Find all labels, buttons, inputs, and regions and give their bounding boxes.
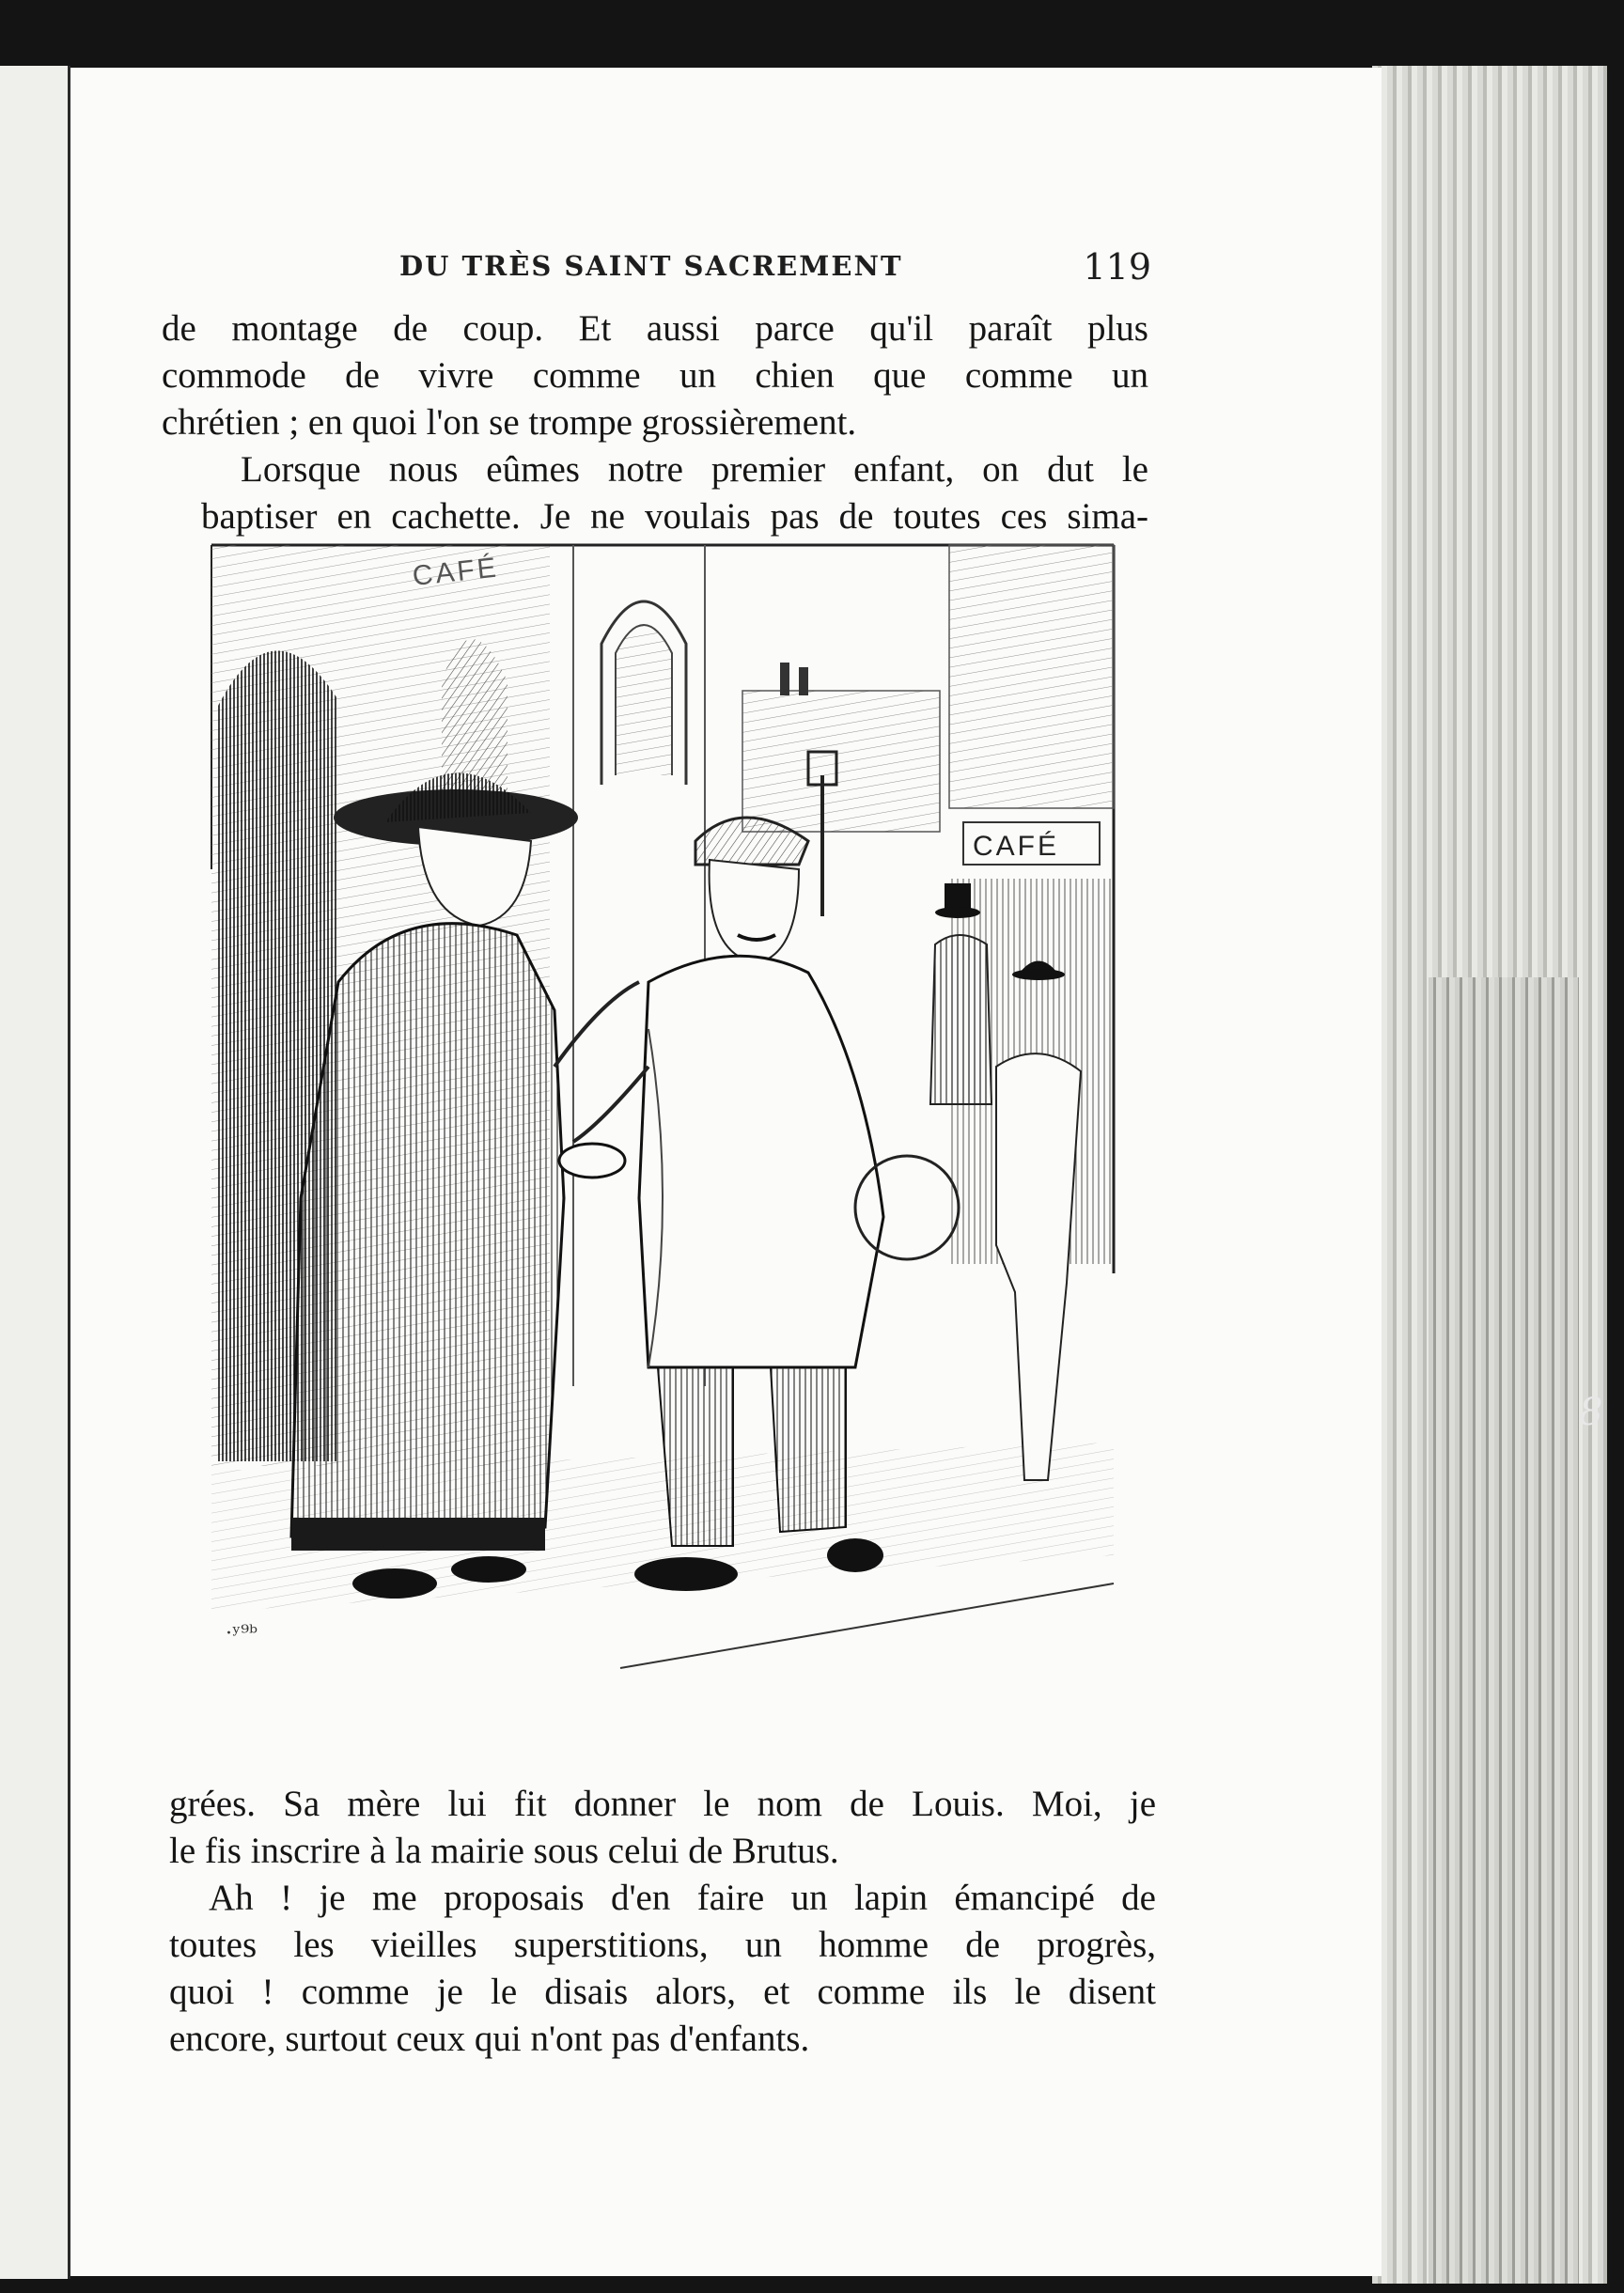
text-line: chrétien ; en quoi l'on se trompe grossièrement. (162, 402, 857, 443)
margin-mark: 8 (1579, 1391, 1603, 1434)
engraving-illustration (207, 540, 1123, 1677)
running-head-title: DU TRÈS SAINT SACREMENT (399, 250, 903, 282)
page-stack-edge-lower (1429, 977, 1579, 2284)
handshake (559, 1144, 625, 1178)
text-line: toutes les vieilles superstitions, un homme de progrès, (169, 1925, 1156, 1965)
text-line: Lorsque nous eûmes notre premier enfant, on dut le (241, 449, 1148, 490)
left-page-edge (0, 66, 70, 2279)
text-line: commode de vivre comme un chien que comme un (162, 355, 1148, 396)
running-head (399, 246, 1151, 293)
cafe-sign-text-upper: CAFÉ (411, 552, 501, 592)
text-line: baptiser en cachette. Je ne voulais pas de toutes ces sima- (201, 496, 1148, 537)
paragraph (169, 1875, 1156, 2063)
text-block-top (162, 305, 1148, 540)
text-line: le fis inscrire à la mairie sous celui de Brutus. (169, 1831, 839, 1871)
text-line: quoi ! comme je le disais alors, et comme ils le disent (169, 1972, 1156, 2012)
text-line: encore, surtout ceux qui n'ont pas d'enfants. (169, 2019, 810, 2059)
cafe-sign-text: CAFÉ (973, 831, 1060, 862)
text-line: grées. Sa mère lui fit donner le nom de Louis. Moi, je (169, 1784, 1156, 1824)
text-line: de montage de coup. Et aussi parce qu'il paraît plus (162, 308, 1148, 349)
artist-mark: ·ʸ⁹ᵇ (226, 1622, 258, 1646)
paragraph (162, 305, 1148, 446)
page-number: 119 (1083, 246, 1151, 288)
text-line: Ah ! je me proposais d'en faire un lapin émancipé de (209, 1878, 1156, 1918)
engraving-drawing (207, 540, 1123, 1677)
text-block-bottom (169, 1781, 1156, 2063)
paragraph (169, 1781, 1156, 1875)
background-building (742, 691, 940, 832)
paragraph (162, 446, 1148, 540)
